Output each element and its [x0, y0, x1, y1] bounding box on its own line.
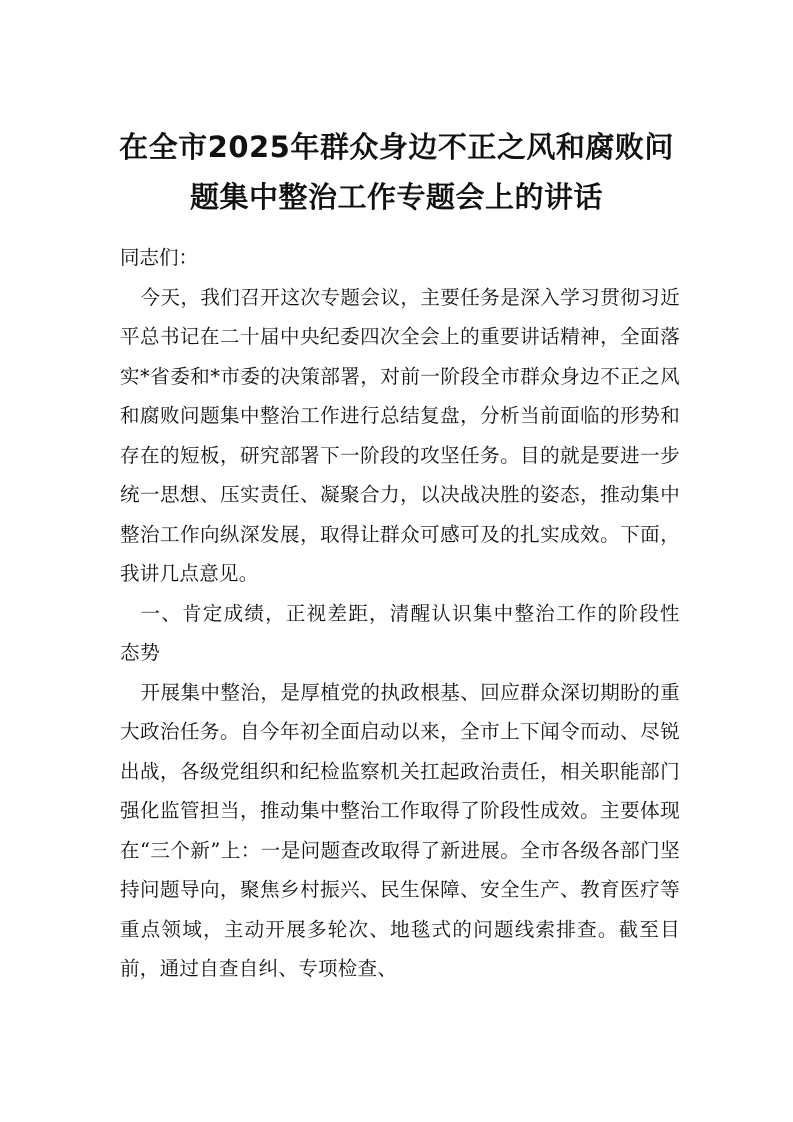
section-heading-1: 一、肯定成绩，正视差距，清醒认识集中整治工作的阶段性态势 — [120, 601, 680, 664]
paragraph-section-1: 开展集中整治，是厚植党的执政根基、回应群众深切期盼的重大政治任务。自今年初全面启动以来，全市上下闻令而动、尽锐出战，各级党组织和纪检监察机关扛起政治责任，相关职能部门强化监管担当，推动集中整治工作取得了阶段性成效。主要体现在“三个新”上：一是问题查改取得了新进展。全市各级各部门坚持问题导向，聚焦乡村振兴、民生保障、安全生产、教育医疗等重点领域，主动开展多轮次、地毯式的问题线索排查。截至目前，通过自查自纠、专项检查、 — [120, 680, 680, 980]
paragraph-intro: 今天，我们召开这次专题会议，主要任务是深入学习贯彻习近平总书记在二十届中央纪委四次全会上的重要讲话精神，全面落实*省委和*市委的决策部署，对前一阶段全市群众身边不正之风和腐败问题集中整治工作进行总结复盘，分析当前面临的形势和存在的短板，研究部署下一阶段的攻坚任务。目的就是要进一步统一思想、压实责任、凝聚合力，以决战决胜的姿态，推动集中整治工作向纵深发展，取得让群众可感可及的扎实成效。下面，我讲几点意见。 — [120, 285, 680, 585]
title-line-1: 在全市2025年群众身边不正之风和腐败问 — [119, 130, 674, 164]
salutation: 同志们： — [120, 246, 199, 269]
title-line-2: 题集中整治工作专题会上的讲话 — [189, 180, 603, 214]
document-body — [120, 238, 680, 989]
document-title — [100, 122, 693, 222]
